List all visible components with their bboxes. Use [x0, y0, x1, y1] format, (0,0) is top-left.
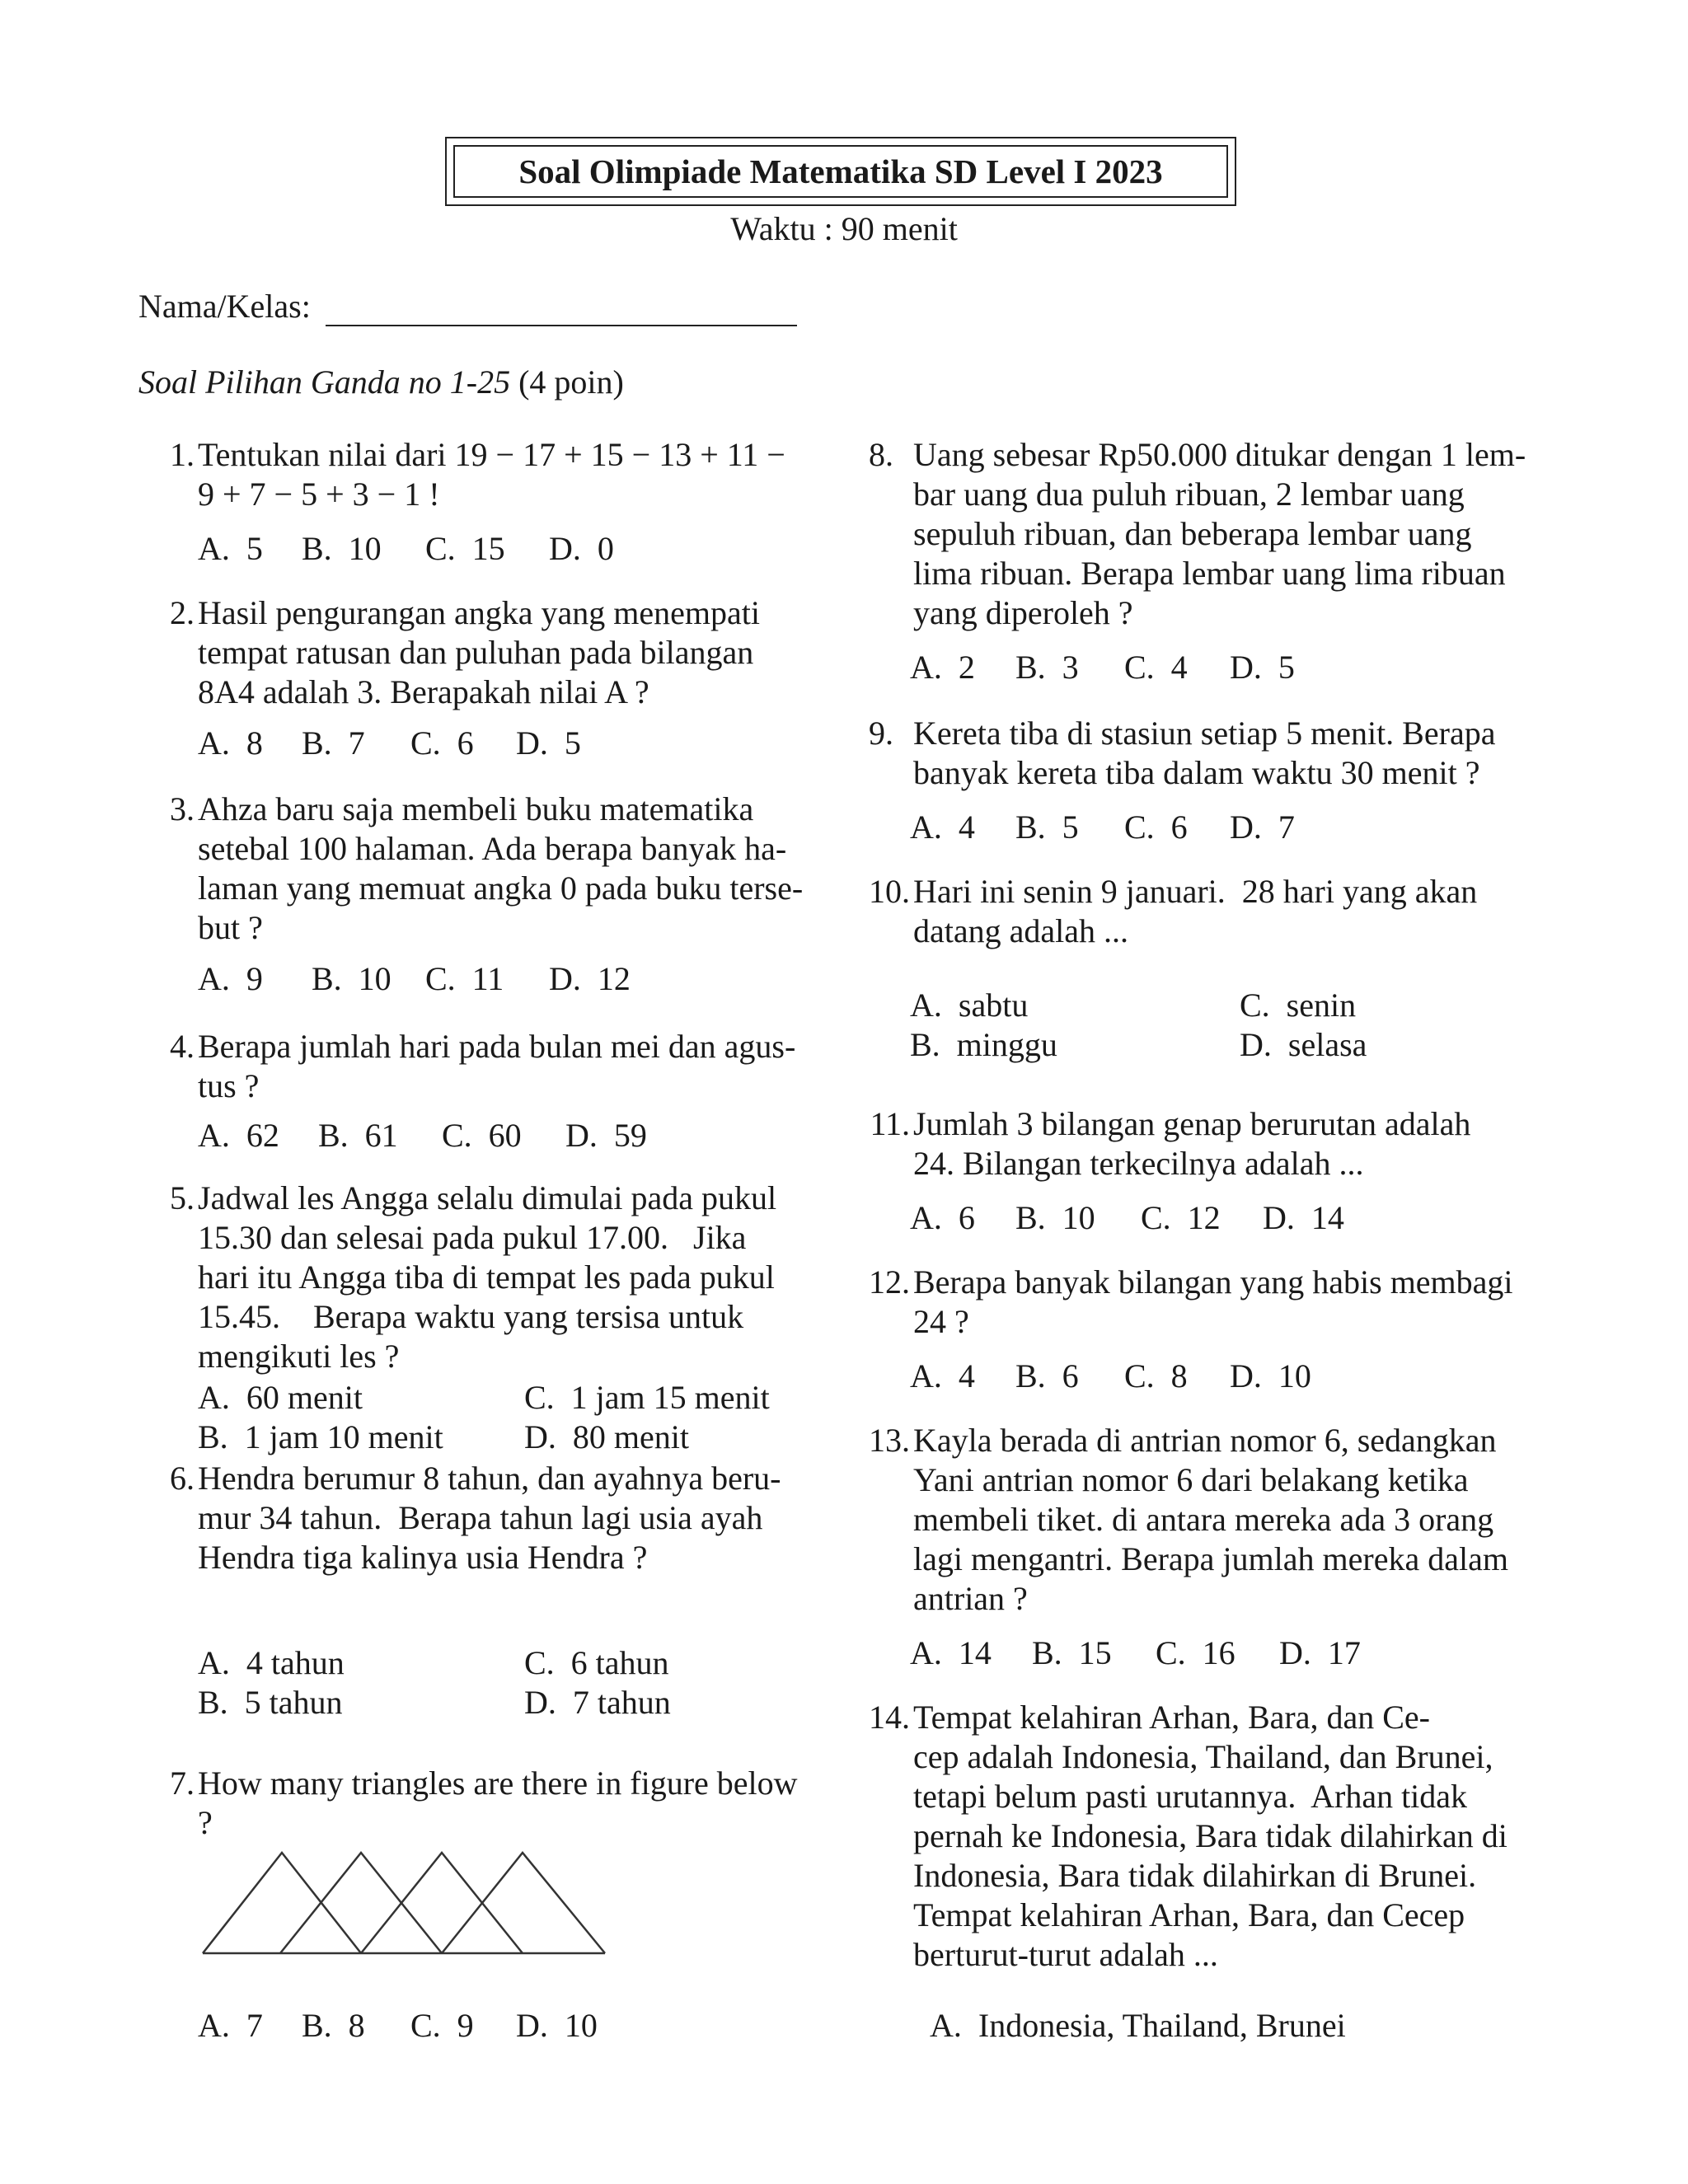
answer-option[interactable]: A. 4 tahun: [198, 1644, 345, 1681]
figure-triangle-4: [442, 1853, 605, 1953]
question-text-line: Tentukan nilai dari 19 − 17 + 15 − 13 + 11 −: [198, 436, 785, 473]
answer-option[interactable]: A. 6: [910, 1199, 975, 1236]
question-text-line: Jumlah 3 bilangan genap berurutan adalah: [913, 1105, 1471, 1142]
question-number: 8.: [869, 436, 893, 473]
answer-option[interactable]: B. 10: [302, 530, 382, 567]
question-text-line: Kereta tiba di stasiun setiap 5 menit. Berapa: [913, 715, 1496, 752]
question-text-line: Kayla berada di antrian nomor 6, sedangkan: [913, 1422, 1497, 1459]
answer-option[interactable]: D. 5: [516, 724, 581, 762]
answer-option[interactable]: C. 15: [425, 530, 505, 567]
answer-option[interactable]: B. 8: [302, 2007, 365, 2044]
question-text-line: 15.45. Berapa waktu yang tersisa untuk: [198, 1298, 744, 1335]
answer-option[interactable]: A. 7: [198, 2007, 263, 2044]
answer-option[interactable]: C. 12: [1141, 1199, 1221, 1236]
question-text-line: mengikuti les ?: [198, 1338, 400, 1375]
answer-option[interactable]: D. 80 menit: [524, 1418, 689, 1455]
question-number: 2.: [170, 594, 195, 631]
answer-option[interactable]: D. selasa: [1240, 1026, 1367, 1063]
question-text-line: Tempat kelahiran Arhan, Bara, dan Cecep: [913, 1896, 1465, 1933]
question-text-line: Hendra tiga kalinya usia Hendra ?: [198, 1539, 648, 1576]
answer-option[interactable]: A. 62: [198, 1117, 279, 1154]
answer-option[interactable]: B. 5: [1015, 808, 1079, 846]
answer-option[interactable]: C. 1 jam 15 menit: [524, 1379, 770, 1416]
question-text-line: laman yang memuat angka 0 pada buku terse-: [198, 869, 804, 907]
page-title: Soal Olimpiade Matematika SD Level I 2023: [453, 145, 1228, 198]
question-text-line: sepuluh ribuan, dan beberapa lembar uang: [913, 515, 1472, 552]
answer-option[interactable]: A. Indonesia, Thailand, Brunei: [930, 2007, 1346, 2044]
question-text-line: Tempat kelahiran Arhan, Bara, dan Ce-: [913, 1699, 1430, 1736]
question-text-line: tetapi belum pasti urutannya. Arhan tidak: [913, 1778, 1468, 1815]
answer-option[interactable]: C. 9: [410, 2007, 474, 2044]
answer-option[interactable]: A. 5: [198, 530, 263, 567]
question-text-line: tus ?: [198, 1067, 260, 1104]
answer-option[interactable]: D. 10: [1230, 1357, 1311, 1394]
question-text-line: Hasil pengurangan angka yang menempati: [198, 594, 760, 631]
question-text-line: yang diperoleh ?: [913, 594, 1133, 631]
answer-option[interactable]: D. 10: [516, 2007, 598, 2044]
time-limit: Waktu : 90 menit: [730, 210, 958, 247]
answer-option[interactable]: C. 4: [1124, 649, 1188, 686]
question-text-line: lima ribuan. Berapa lembar uang lima ribuan: [913, 555, 1506, 592]
question-text-line: hari itu Angga tiba di tempat les pada pukul: [198, 1258, 775, 1296]
question-number: 7.: [170, 1765, 195, 1802]
answer-option[interactable]: C. 16: [1156, 1634, 1236, 1671]
question-text-line: Hendra berumur 8 tahun, dan ayahnya beru-: [198, 1460, 781, 1497]
answer-option[interactable]: B. 10: [312, 960, 392, 997]
question-text-line: antrian ?: [913, 1580, 1028, 1617]
question-number: 14.: [869, 1699, 910, 1736]
answer-option[interactable]: B. 1 jam 10 menit: [198, 1418, 443, 1455]
answer-option[interactable]: C. 60: [442, 1117, 522, 1154]
answer-option[interactable]: D. 5: [1230, 649, 1295, 686]
question-text-line: bar uang dua puluh ribuan, 2 lembar uang: [913, 476, 1465, 513]
answer-option[interactable]: B. 6: [1015, 1357, 1079, 1394]
question-number: 9.: [869, 715, 893, 752]
question-text-line: Uang sebesar Rp50.000 ditukar dengan 1 lem-: [913, 436, 1526, 473]
question-text-line: membeli tiket. di antara mereka ada 3 orang: [913, 1501, 1494, 1538]
answer-option[interactable]: B. 10: [1015, 1199, 1095, 1236]
answer-option[interactable]: C. 11: [425, 960, 504, 997]
question-text-line: Berapa jumlah hari pada bulan mei dan agus-: [198, 1028, 796, 1065]
question-number: 12.: [869, 1263, 910, 1301]
question-text-line: tempat ratusan dan puluhan pada bilangan: [198, 634, 754, 671]
question-text-line: How many triangles are there in figure below: [198, 1765, 798, 1802]
question-text-line: cep adalah Indonesia, Thailand, dan Brunei,: [913, 1738, 1493, 1775]
answer-option[interactable]: A. 9: [198, 960, 263, 997]
question-text-line: Ahza baru saja membeli buku matematika: [198, 790, 754, 827]
question-text-line: 24 ?: [913, 1303, 969, 1340]
answer-option[interactable]: C. 8: [1124, 1357, 1188, 1394]
name-field-line[interactable]: [326, 297, 797, 326]
answer-option[interactable]: C. 6: [1124, 808, 1188, 846]
answer-option[interactable]: A. 60 menit: [198, 1379, 363, 1416]
question-text-line: Yani antrian nomor 6 dari belakang ketika: [913, 1461, 1469, 1498]
question-number: 4.: [170, 1028, 195, 1065]
question-text-line: 24. Bilangan terkecilnya adalah ...: [913, 1145, 1364, 1182]
question-text-line: mur 34 tahun. Berapa tahun lagi usia ayah: [198, 1499, 763, 1536]
question-text-line: Indonesia, Bara tidak dilahirkan di Brunei.: [913, 1857, 1477, 1894]
question-text-line: 15.30 dan selesai pada pukul 17.00. Jika: [198, 1219, 747, 1256]
question-number: 6.: [170, 1460, 195, 1497]
figure-triangle-2: [280, 1853, 442, 1953]
triangles-figure: [198, 1846, 610, 1961]
question-number: 5.: [170, 1179, 195, 1216]
answer-option[interactable]: B. 15: [1032, 1634, 1112, 1671]
question-text-line: banyak kereta tiba dalam waktu 30 menit ?: [913, 754, 1480, 791]
answer-option[interactable]: A. 14: [910, 1634, 992, 1671]
figure-triangle-3: [361, 1853, 523, 1953]
question-text-line: datang adalah ...: [913, 912, 1128, 949]
answer-option[interactable]: D. 17: [1279, 1634, 1361, 1671]
question-text-line: but ?: [198, 909, 263, 946]
question-number: 1.: [170, 436, 195, 473]
answer-option[interactable]: D. 7: [1230, 808, 1295, 846]
answer-option[interactable]: C. 6 tahun: [524, 1644, 669, 1681]
answer-option[interactable]: A. 4: [910, 1357, 975, 1394]
answer-option[interactable]: C. senin: [1240, 987, 1357, 1024]
question-text-line: Hari ini senin 9 januari. 28 hari yang akan: [913, 873, 1478, 910]
question-text-line: Berapa banyak bilangan yang habis membagi: [913, 1263, 1513, 1301]
section-points: (4 poin): [518, 363, 624, 401]
question-text-line: 9 + 7 − 5 + 3 − 1 !: [198, 476, 440, 513]
answer-option[interactable]: B. 61: [318, 1117, 398, 1154]
section-heading: [138, 363, 624, 402]
question-number: 11.: [870, 1105, 910, 1142]
name-row: [138, 287, 797, 326]
question-number: 13.: [869, 1422, 910, 1459]
answer-option[interactable]: B. 3: [1015, 649, 1079, 686]
question-text-line: 8A4 adalah 3. Berapakah nilai A ?: [198, 673, 649, 710]
question-text-line: ?: [198, 1804, 213, 1841]
question-text-line: berturut-turut adalah ...: [913, 1936, 1218, 1973]
answer-option[interactable]: B. minggu: [910, 1026, 1057, 1063]
answer-option[interactable]: D. 0: [549, 530, 614, 567]
answer-option[interactable]: B. 5 tahun: [198, 1684, 343, 1721]
answer-option[interactable]: D. 7 tahun: [524, 1684, 671, 1721]
answer-option[interactable]: D. 14: [1263, 1199, 1344, 1236]
answer-option[interactable]: A. 4: [910, 808, 975, 846]
question-text-line: Jadwal les Angga selalu dimulai pada pukul: [198, 1179, 777, 1216]
answer-option[interactable]: A. 8: [198, 724, 263, 762]
figure-triangle-1: [203, 1853, 361, 1953]
question-number: 3.: [170, 790, 195, 827]
answer-option[interactable]: C. 6: [410, 724, 474, 762]
question-text-line: pernah ke Indonesia, Bara tidak dilahirkan di: [913, 1817, 1507, 1854]
question-number: 10.: [869, 873, 910, 910]
question-text-line: setebal 100 halaman. Ada berapa banyak ha-: [198, 830, 787, 867]
answer-option[interactable]: A. sabtu: [910, 987, 1029, 1024]
question-text-line: lagi mengantri. Berapa jumlah mereka dalam: [913, 1540, 1508, 1577]
name-label: Nama/Kelas:: [138, 288, 311, 325]
answer-option[interactable]: B. 7: [302, 724, 365, 762]
answer-option[interactable]: D. 59: [565, 1117, 647, 1154]
answer-option[interactable]: A. 2: [910, 649, 975, 686]
section-title: Soal Pilihan Ganda no 1-25: [138, 363, 511, 401]
title-box: [445, 137, 1236, 206]
answer-option[interactable]: D. 12: [549, 960, 631, 997]
